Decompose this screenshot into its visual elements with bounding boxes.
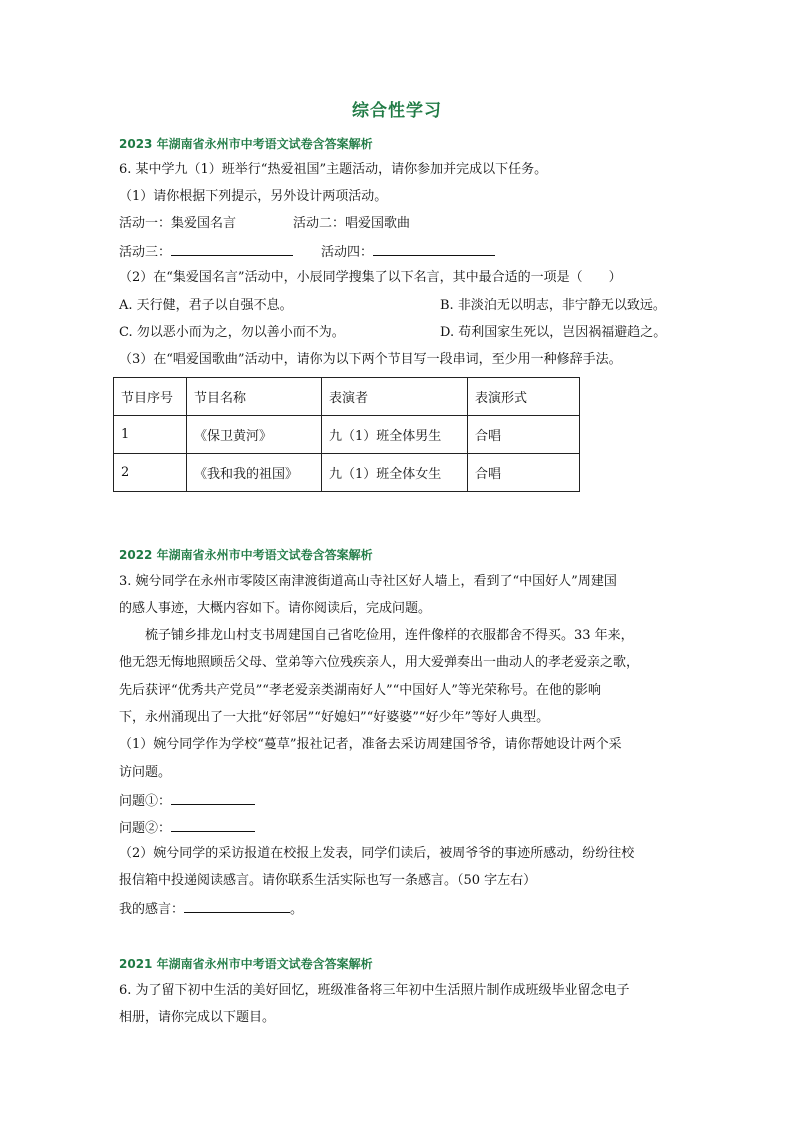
reflection-blank[interactable]	[184, 899, 290, 913]
passage-line: 3. 婉兮同学在永州市零陵区南津渡街道高山寺社区好人墙上，看到了“中国好人”周建国	[119, 574, 617, 589]
table-header-row	[114, 378, 580, 416]
passage-line: 访问题。	[119, 765, 172, 780]
question-1-label: 问题①：	[119, 794, 172, 809]
question-1-row	[119, 791, 255, 811]
table-cell: 合唱	[468, 454, 580, 492]
source-heading-2023: 2023 年湖南省永州市中考语文试卷含答案解析	[119, 137, 373, 151]
activity-3-blank[interactable]	[171, 242, 293, 256]
option-a[interactable]: A. 天行健，君子以自强不息。	[119, 298, 293, 313]
table-cell: 九（1）班全体男生	[322, 416, 468, 454]
table-cell: 2	[114, 454, 187, 492]
table-cell: 《我和我的祖国》	[187, 454, 322, 492]
question-2-label: 问题②：	[119, 821, 172, 836]
activity-2: 活动二：唱爱国歌曲	[293, 216, 411, 231]
option-d[interactable]: D. 苟利国家生死以，岂因祸福避趋之。	[440, 325, 667, 340]
table-header: 节目序号	[114, 378, 187, 416]
question-1-blank[interactable]	[171, 791, 255, 805]
table-row	[114, 454, 580, 492]
reflection-label: 我的感言：	[119, 902, 185, 917]
source-heading-2022: 2022 年湖南省永州市中考语文试卷含答案解析	[119, 548, 373, 562]
program-table	[113, 377, 580, 492]
passage-line: （2）婉兮同学的采访报道在校报上发表，同学们读后，被周爷爷的事迹所感动，纷纷往校	[119, 846, 635, 861]
table-header: 节目名称	[187, 378, 322, 416]
table-cell: 1	[114, 416, 187, 454]
activity-1: 活动一：集爱国名言	[119, 216, 237, 231]
passage-line: 相册，请你完成以下题目。	[119, 1010, 276, 1025]
passage-line: 下，永州涌现出了一大批“好邻居”“好媳妇”“好婆婆”“好少年”等好人典型。	[119, 710, 550, 725]
task-2-prompt: （2）在“集爱国名言”活动中，小辰同学搜集了以下名言，其中最合适的一项是（ ）	[119, 270, 622, 285]
passage-line: 他无怨无悔地照顾岳父母、堂弟等六位残疾亲人，用大爱弹奏出一曲动人的孝老爱亲之歌，	[119, 655, 640, 670]
page-title: 综合性学习	[352, 101, 442, 121]
table-header: 表演形式	[468, 378, 580, 416]
activity-row-1	[119, 215, 410, 233]
table-cell: 九（1）班全体女生	[322, 454, 468, 492]
passage-line: 梳子铺乡排龙山村支书周建国自己省吃俭用，连件像样的衣服都舍不得买。33 年来，	[145, 628, 634, 643]
table-cell: 合唱	[468, 416, 580, 454]
task-3-prompt: （3）在“唱爱国歌曲”活动中，请你为以下两个节目写一段串词，至少用一种修辞手法。	[119, 352, 622, 367]
passage-line: （1）婉兮同学作为学校“蔓草”报社记者，准备去采访周建国爷爷，请你帮她设计两个采	[119, 737, 622, 752]
passage-line: 的感人事迹，大概内容如下。请你阅读后，完成问题。	[119, 601, 432, 616]
passage-line: 先后获评“优秀共产党员”“孝老爱亲类湖南好人”“中国好人”等光荣称号。在他的影响	[119, 683, 601, 698]
activity-4: 活动四：	[321, 245, 374, 260]
activity-4-blank[interactable]	[373, 242, 495, 256]
activity-3: 活动三：	[119, 245, 172, 260]
activity-row-2	[119, 242, 495, 262]
passage-line: 6. 为了留下初中生活的美好回忆，班级准备将三年初中生活照片制作成班级毕业留念电子	[119, 983, 630, 998]
question-intro: 6. 某中学九（1）班举行“热爱祖国”主题活动，请你参加并完成以下任务。	[119, 162, 548, 177]
reflection-row	[119, 899, 303, 919]
reflection-end: 。	[290, 902, 304, 917]
table-cell: 《保卫黄河》	[187, 416, 322, 454]
option-c[interactable]: C. 勿以恶小而为之，勿以善小而不为。	[119, 325, 345, 340]
option-b[interactable]: B. 非淡泊无以明志，非宁静无以致远。	[440, 298, 666, 313]
question-2-blank[interactable]	[171, 818, 255, 832]
table-row	[114, 416, 580, 454]
task-1-prompt: （1）请你根据下列提示，另外设计两项活动。	[119, 189, 388, 204]
source-heading-2021: 2021 年湖南省永州市中考语文试卷含答案解析	[119, 957, 373, 971]
question-2-row	[119, 818, 255, 838]
passage-line: 报信箱中投递阅读感言。请你联系生活实际也写一条感言。（50 字左右）	[119, 873, 537, 888]
table-header: 表演者	[322, 378, 468, 416]
